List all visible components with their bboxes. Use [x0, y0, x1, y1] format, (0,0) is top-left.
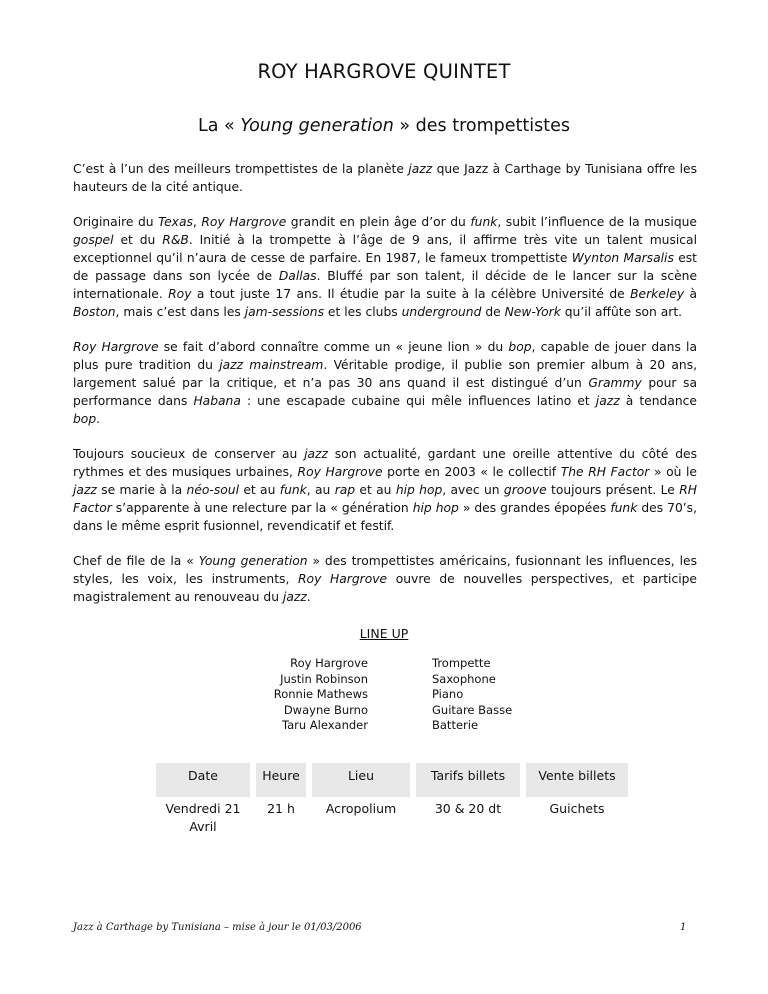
paragraph — [73, 213, 697, 321]
italic-run: Roy Hargrove — [73, 340, 159, 354]
italic-run: Young generation — [198, 554, 308, 568]
italic-run: The RH Factor — [560, 465, 650, 479]
italic-run: Boston — [73, 305, 116, 319]
italic-run: Grammy — [588, 376, 642, 390]
text-run: de — [481, 305, 505, 319]
text-run: . Initié à la trompette à l’âge de 9 ans, il affirme très vite un talent musical exceptionnel qu’il n’aura de cesse de parfaire. En 1987, le fameux trompettiste — [73, 233, 697, 265]
italic-run: jam-sessions — [244, 305, 324, 319]
italic-run: RH Factor — [73, 483, 697, 515]
lineup-member-name: Justin Robinson — [280, 671, 368, 686]
text-run: qu’il affûte son art. — [560, 305, 683, 319]
lineup-member-name: Ronnie Mathews — [273, 687, 368, 701]
text-run: Originaire du — [73, 215, 159, 229]
text-run: a tout juste 17 ans. Il étudie par la suite à la célèbre Université de — [191, 287, 631, 301]
cell-sales: Guichets — [549, 801, 605, 816]
lineup-member-role: Guitare Basse — [432, 702, 513, 717]
italic-run: hip hop — [412, 501, 459, 515]
text-run: des 70’s, dans le même esprit fusionnel, revendicatif et festif. — [73, 501, 697, 533]
header-date: Date — [156, 763, 250, 797]
text-run: est de passage dans son lycée de — [73, 251, 697, 283]
text-run: . Bluffé par son talent, il décide de le lancer sur la scène internationale. — [73, 269, 698, 301]
italic-run: jazz — [595, 394, 620, 408]
text-run: , mais c’est dans les — [115, 305, 245, 319]
italic-run: groove — [503, 483, 547, 497]
italic-run: rap — [334, 483, 356, 497]
text-run: et du — [113, 233, 163, 247]
header-venue: Lieu — [312, 763, 410, 797]
italic-run: Roy Hargrove — [298, 572, 388, 586]
text-run: , avec un — [442, 483, 504, 497]
lineup-member-role: Piano — [432, 687, 464, 701]
text-run: » des trompettistes américains, fusionnant les influences, les styles, les voix, les instruments, — [73, 554, 697, 586]
italic-run: R&B — [162, 233, 189, 247]
text-run: , — [192, 215, 202, 229]
cell-date: Vendredi 21 Avril — [165, 801, 241, 834]
lineup-member-role: Trompette — [432, 656, 491, 670]
text-run: et au — [355, 483, 396, 497]
text-run: grandit en plein âge d’or du — [286, 215, 471, 229]
article-body — [73, 160, 697, 623]
italic-run: funk — [279, 483, 307, 497]
italic-run: Wynton Marsalis — [571, 251, 674, 265]
text-run: » où le — [649, 465, 697, 479]
text-run: , au — [306, 483, 335, 497]
cell-time: 21 h — [267, 801, 295, 816]
schedule-header-row — [156, 763, 628, 797]
text-run: à — [684, 287, 698, 301]
text-run: et au — [239, 483, 280, 497]
italic-run: néo-soul — [186, 483, 240, 497]
text-run: se marie à la — [96, 483, 187, 497]
text-run: se fait d’abord connaître comme un « jeune lion » du — [158, 340, 509, 354]
paragraph — [73, 552, 697, 606]
italic-run: Roy Hargrove — [297, 465, 383, 479]
italic-run: jazz — [73, 483, 97, 497]
italic-run: Berkeley — [630, 287, 685, 301]
lineup-member-name: Dwayne Burno — [283, 702, 368, 717]
cell-venue: Acropolium — [325, 801, 397, 816]
text-run: » des grandes épopées — [458, 501, 611, 515]
subtitle-after: » des trompettistes — [393, 116, 570, 136]
text-run: ouvre de nouvelles perspectives, et participe magistralement au renouveau du — [73, 572, 697, 604]
text-run: et les clubs — [324, 305, 402, 319]
italic-run: Habana — [193, 394, 241, 408]
subtitle-before: La « — [198, 116, 241, 136]
text-run: . Véritable prodige, il publie son premier album à 20 ans, largement salué par la critique, et n’a pas 30 ans quand il est distingué d’un — [73, 358, 698, 390]
lineup-member-role: Saxophone — [432, 671, 496, 686]
text-run: toujours présent. Le — [546, 483, 680, 497]
lineup-roles — [432, 656, 592, 734]
lineup-member-role: Batterie — [432, 718, 479, 732]
italic-run: gospel — [73, 233, 114, 247]
text-run: . — [306, 590, 311, 604]
italic-run: underground — [401, 305, 482, 319]
italic-run: jazz mainstream — [219, 358, 324, 372]
header-sales: Vente billets — [526, 763, 628, 797]
text-run: Chef de file de la « — [73, 554, 199, 568]
italic-run: jazz — [304, 447, 328, 461]
italic-run: New-York — [504, 305, 561, 319]
text-run: à tendance — [619, 394, 697, 408]
text-run: , subit l’influence de la musique — [497, 215, 697, 229]
text-run: son actualité, gardant une oreille attentive du côté des rythmes et des musiques urbaines, — [73, 447, 697, 479]
italic-run: bop — [73, 412, 97, 426]
text-run: : une escapade cubaine qui mêle influences latino et — [240, 394, 596, 408]
text-run: s’apparente à une relecture par la « génération — [111, 501, 413, 515]
page-number: 1 — [680, 922, 687, 933]
italic-run: funk — [610, 501, 638, 515]
lineup-heading-text: LINE UP — [359, 626, 409, 641]
text-run: C’est à l’un des meilleurs trompettistes de la planète — [73, 162, 409, 176]
text-run: . — [96, 412, 101, 426]
schedule-row — [156, 797, 628, 838]
text-run: Toujours soucieux de conserver au — [73, 447, 305, 461]
lineup-heading — [0, 626, 768, 641]
document-title: ROY HARGROVE QUINTET — [257, 60, 511, 83]
lineup-names — [200, 656, 368, 734]
text-run: porte en 2003 « le collectif — [382, 465, 561, 479]
paragraph — [73, 445, 697, 535]
lineup-member-name: Taru Alexander — [281, 718, 368, 732]
italic-run: jazz — [408, 162, 433, 176]
text-run: , capable de jouer dans la plus pure tradition du — [73, 340, 697, 372]
lineup-member-name: Roy Hargrove — [290, 656, 368, 670]
paragraph — [73, 338, 697, 428]
header-time: Heure — [256, 763, 306, 797]
schedule-table — [156, 763, 628, 838]
italic-run: Roy Hargrove — [201, 215, 287, 229]
page-footer: Jazz à Carthage by Tunisiana – mise à jour le 01/03/2006 — [73, 922, 362, 933]
italic-run: Texas — [158, 215, 193, 229]
document-subtitle — [0, 116, 768, 136]
header-prices: Tarifs billets — [416, 763, 520, 797]
cell-prices: 30 & 20 dt — [434, 801, 502, 816]
italic-run: bop — [508, 340, 532, 354]
subtitle-italic: Young generation — [240, 116, 394, 136]
text-run: que Jazz à Carthage by Tunisiana offre les hauteurs de la cité antique. — [73, 162, 697, 194]
italic-run: funk — [470, 215, 498, 229]
italic-run: Dallas — [278, 269, 317, 283]
italic-run: jazz — [282, 590, 307, 604]
italic-run: hip hop — [395, 483, 443, 497]
paragraph — [73, 160, 697, 196]
italic-run: Roy — [168, 287, 192, 301]
text-run: pour sa performance dans — [73, 376, 697, 408]
